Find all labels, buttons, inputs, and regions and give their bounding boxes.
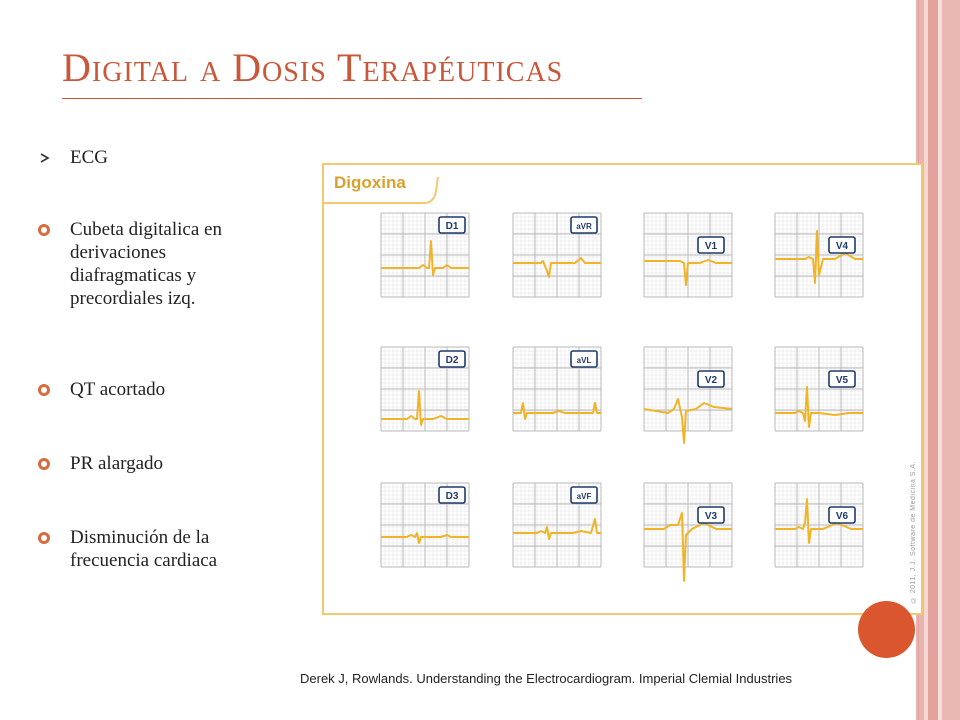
- bullet-text: QT acortado: [70, 379, 166, 400]
- lead-label: D3: [445, 491, 459, 502]
- ecg-leads-grid: [324, 165, 921, 613]
- title-underline: [62, 98, 642, 99]
- lead-label: V3: [704, 511, 718, 522]
- lead-label: V2: [704, 375, 718, 386]
- ecg-lead-v2: [644, 347, 732, 443]
- stripe: [928, 0, 938, 720]
- ecg-lead-avr: [513, 213, 601, 297]
- circle-bullet-icon: [34, 452, 60, 475]
- ecg-lead-v1: [644, 213, 732, 297]
- lead-label: V5: [835, 375, 849, 386]
- ecg-lead-v5: [775, 347, 863, 431]
- ecg-lead-d3: [381, 483, 469, 567]
- bullet-text: ECG: [70, 147, 108, 168]
- stripe: [942, 0, 960, 720]
- figure-label: Digoxina: [334, 173, 406, 192]
- ecg-lead-avl: [513, 347, 601, 431]
- ecg-lead-d1: [381, 213, 469, 297]
- ecg-lead-v6: [775, 483, 863, 567]
- bullet-text: Disminución de la frecuencia cardiaca: [70, 527, 218, 571]
- circle-bullet-icon: [34, 218, 60, 241]
- copyright-text: © 2011, J.J. Software de Medicina S.A.: [910, 460, 917, 603]
- decorative-circle: [858, 601, 915, 658]
- lead-label: aVR: [576, 222, 592, 231]
- lead-label: V1: [704, 241, 718, 252]
- ecg-figure: [322, 163, 923, 615]
- lead-label: V4: [835, 241, 849, 252]
- bullet-text: Cubeta digitalica en derivaciones diafragmaticas y precordiales izq.: [70, 219, 222, 309]
- lead-label: V6: [835, 511, 849, 522]
- lead-label: D2: [445, 355, 459, 366]
- bullet-item-qt: [34, 378, 324, 401]
- bullet-item-ecg: [34, 146, 324, 169]
- lead-label: aVL: [576, 356, 592, 365]
- ecg-lead-d2: [381, 347, 469, 431]
- circle-bullet-icon: [34, 526, 60, 549]
- citation: Derek J, Rowlands. Understanding the Electrocardiogram. Imperial Clemial Industries: [300, 671, 793, 686]
- lead-label: aVF: [576, 492, 592, 501]
- arrow-bullet-icon: [40, 146, 60, 169]
- lead-label: D1: [445, 221, 459, 232]
- ecg-lead-v3: [644, 483, 732, 581]
- bullet-item-frecuencia: [34, 526, 324, 572]
- circle-bullet-icon: [34, 378, 60, 401]
- bullet-item-cubeta: [34, 218, 324, 310]
- ecg-lead-v4: [775, 213, 863, 297]
- slide-title: Digital a Dosis Terapéuticas: [62, 45, 564, 90]
- bullet-item-pr: [34, 452, 324, 475]
- bullet-text: PR alargado: [70, 453, 164, 474]
- ecg-lead-avf: [513, 483, 601, 567]
